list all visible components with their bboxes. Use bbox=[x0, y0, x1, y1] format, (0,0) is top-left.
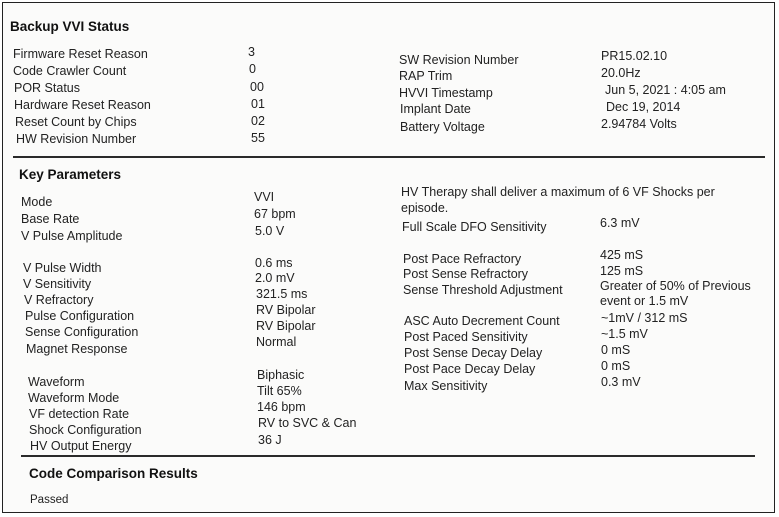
rap-trim-label: RAP Trim bbox=[399, 69, 453, 83]
hv-output-energy-label: HV Output Energy bbox=[30, 439, 132, 453]
key-parameters-title: Key Parameters bbox=[19, 167, 122, 182]
waveform-mode-label: Waveform Mode bbox=[28, 391, 120, 405]
v-pulse-width-value: 0.6 ms bbox=[255, 256, 293, 270]
code-comparison-result: Passed bbox=[30, 494, 69, 506]
mode-value: VVI bbox=[254, 190, 275, 204]
v-refractory-label: V Refractory bbox=[24, 293, 94, 307]
v-pulse-amplitude-label: V Pulse Amplitude bbox=[21, 229, 123, 243]
section-divider-1 bbox=[13, 156, 765, 158]
v-refractory-value: 321.5 ms bbox=[256, 287, 308, 301]
post-paced-sensitivity-label: Post Paced Sensitivity bbox=[404, 330, 528, 344]
sw-revision-number-value: PR15.02.10 bbox=[601, 49, 668, 63]
post-sense-decay-delay-label: Post Sense Decay Delay bbox=[404, 346, 543, 360]
hw-revision-number-label: HW Revision Number bbox=[16, 132, 137, 146]
base-rate-value: 67 bpm bbox=[254, 207, 296, 221]
code-comparison-title: Code Comparison Results bbox=[29, 466, 198, 481]
por-status-value: 00 bbox=[250, 80, 264, 94]
v-sensitivity-label: V Sensitivity bbox=[23, 277, 92, 291]
reset-count-by-chips-value: 02 bbox=[251, 114, 265, 128]
hw-revision-number-value: 55 bbox=[251, 131, 265, 145]
hvvi-timestamp-value: Jun 5, 2021 : 4:05 am bbox=[605, 83, 726, 97]
vf-detection-rate-value: 146 bpm bbox=[257, 400, 306, 414]
post-pace-decay-delay-label: Post Pace Decay Delay bbox=[404, 362, 536, 376]
pulse-configuration-value: RV Bipolar bbox=[256, 303, 316, 317]
sw-revision-number-label: SW Revision Number bbox=[399, 53, 519, 67]
mode-label: Mode bbox=[21, 195, 53, 209]
sense-threshold-adjustment-value: Greater of 50% of Previous event or 1.5 mV bbox=[600, 279, 751, 308]
post-pace-refractory-value: 425 mS bbox=[600, 248, 644, 262]
post-pace-decay-delay-value: 0 mS bbox=[601, 359, 631, 373]
battery-voltage-value: 2.94784 Volts bbox=[601, 117, 677, 131]
post-sense-refractory-value: 125 mS bbox=[600, 264, 644, 278]
hv-therapy-note: HV Therapy shall deliver a maximum of 6 VF Shocks per episode. bbox=[401, 185, 715, 215]
battery-voltage-label: Battery Voltage bbox=[400, 120, 485, 134]
waveform-mode-value: Tilt 65% bbox=[257, 384, 302, 398]
magnet-response-value: Normal bbox=[256, 335, 297, 349]
waveform-label: Waveform bbox=[28, 375, 85, 389]
firmware-reset-reason-value: 3 bbox=[248, 45, 255, 59]
sense-configuration-value: RV Bipolar bbox=[256, 319, 316, 333]
implant-date-value: Dec 19, 2014 bbox=[606, 100, 681, 114]
implant-date-label: Implant Date bbox=[400, 102, 471, 116]
v-sensitivity-value: 2.0 mV bbox=[255, 271, 295, 285]
shock-configuration-value: RV to SVC & Can bbox=[258, 416, 357, 430]
rap-trim-value: 20.0Hz bbox=[601, 66, 641, 80]
shock-configuration-label: Shock Configuration bbox=[29, 423, 142, 437]
hardware-reset-reason-label: Hardware Reset Reason bbox=[14, 98, 151, 112]
hvvi-timestamp-label: HVVI Timestamp bbox=[399, 86, 493, 100]
sense-threshold-adjustment-label: Sense Threshold Adjustment bbox=[403, 283, 563, 297]
hardware-reset-reason-value: 01 bbox=[251, 97, 265, 111]
magnet-response-label: Magnet Response bbox=[26, 342, 128, 356]
v-pulse-width-label: V Pulse Width bbox=[23, 261, 102, 275]
vf-detection-rate-label: VF detection Rate bbox=[29, 407, 130, 421]
post-sense-decay-delay-value: 0 mS bbox=[601, 343, 631, 357]
asc-auto-decrement-count-value: ~1mV / 312 mS bbox=[601, 311, 688, 325]
full-scale-dfo-sensitivity-value: 6.3 mV bbox=[600, 216, 640, 230]
code-crawler-count-label: Code Crawler Count bbox=[13, 64, 127, 78]
max-sensitivity-value: 0.3 mV bbox=[601, 375, 641, 389]
max-sensitivity-label: Max Sensitivity bbox=[404, 379, 488, 393]
post-sense-refractory-label: Post Sense Refractory bbox=[403, 267, 529, 281]
reset-count-by-chips-label: Reset Count by Chips bbox=[15, 115, 137, 129]
report-frame bbox=[2, 2, 775, 513]
pulse-configuration-label: Pulse Configuration bbox=[25, 309, 135, 323]
post-paced-sensitivity-value: ~1.5 mV bbox=[601, 327, 648, 341]
full-scale-dfo-sensitivity-label: Full Scale DFO Sensitivity bbox=[402, 220, 547, 234]
por-status-label: POR Status bbox=[14, 81, 80, 95]
base-rate-label: Base Rate bbox=[21, 212, 80, 226]
hv-output-energy-value: 36 J bbox=[258, 433, 282, 447]
post-pace-refractory-label: Post Pace Refractory bbox=[403, 252, 522, 266]
code-crawler-count-value: 0 bbox=[249, 62, 256, 76]
firmware-reset-reason-label: Firmware Reset Reason bbox=[13, 47, 148, 61]
section-divider-2 bbox=[21, 455, 755, 457]
sense-configuration-label: Sense Configuration bbox=[25, 325, 139, 339]
asc-auto-decrement-count-label: ASC Auto Decrement Count bbox=[404, 314, 560, 328]
report-page bbox=[3, 3, 774, 512]
v-pulse-amplitude-value: 5.0 V bbox=[255, 224, 285, 238]
backup-vvi-status-title: Backup VVI Status bbox=[10, 19, 130, 34]
waveform-value: Biphasic bbox=[257, 368, 305, 382]
